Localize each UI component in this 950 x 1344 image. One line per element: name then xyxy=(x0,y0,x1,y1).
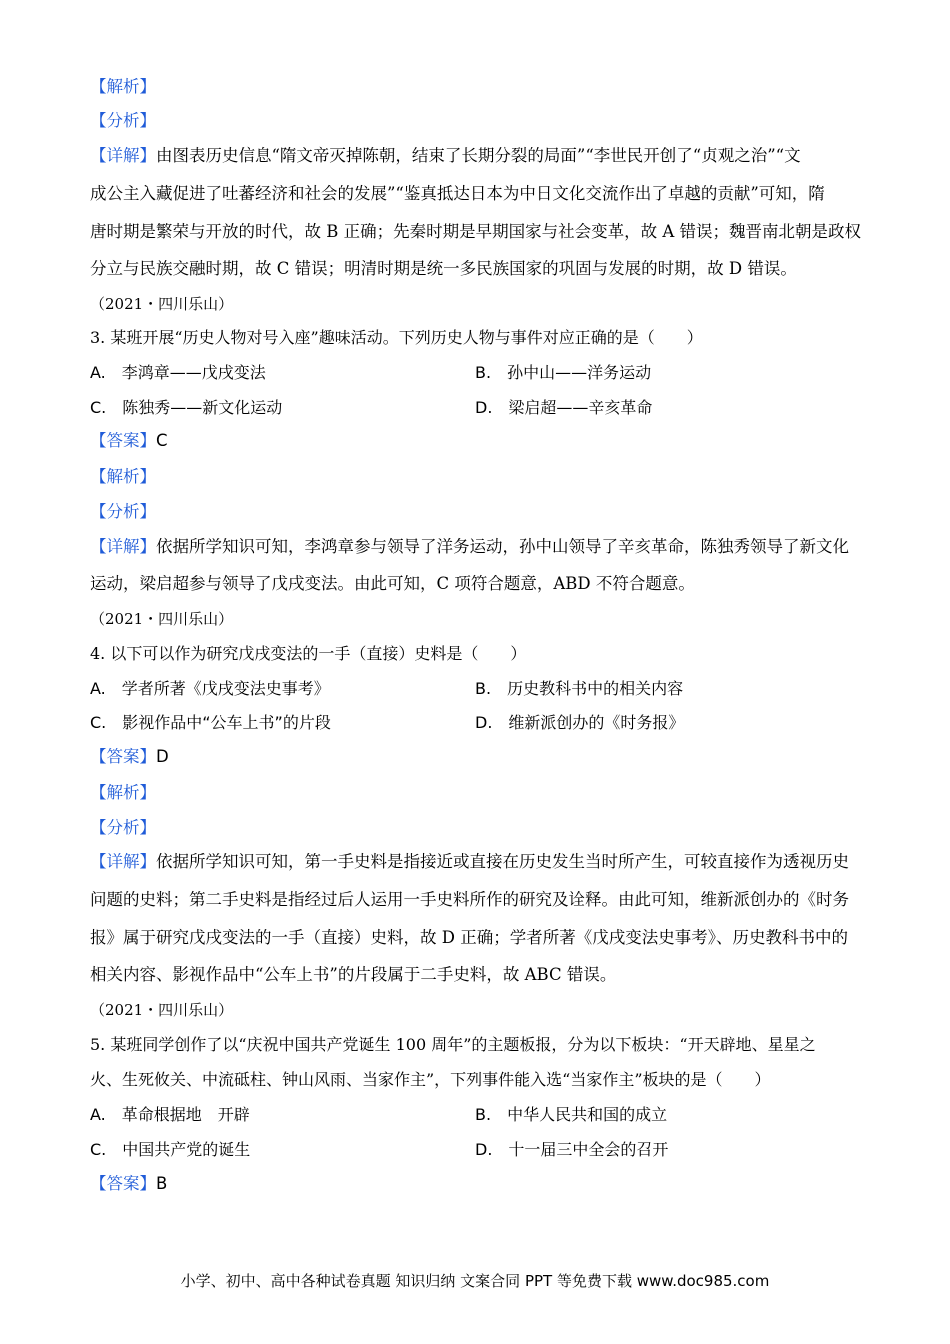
q3-detail-line-2: 运动，梁启超参与领导了戊戌变法。由此可知，C 项符合题意，ABD 不符合题意。 xyxy=(90,574,695,593)
q5-option-a: A. 革命根据地 开辟 xyxy=(90,1105,250,1124)
q3-source: （2021・四川乐山） xyxy=(90,295,234,313)
q2-detail-line-4: 分立与民族交融时期，故 C 错误；明清时期是统一多民族国家的巩固与发展的时期，故 D 错误。 xyxy=(90,259,797,278)
footer-site-link[interactable]: www.doc985.com xyxy=(636,1272,770,1290)
fenxi-tag: 【分析】 xyxy=(90,111,156,130)
page-footer xyxy=(0,1270,950,1291)
q4-option-d: D. 维新派创办的《时务报》 xyxy=(475,713,685,732)
q3-option-d: D. 梁启超——辛亥革命 xyxy=(475,398,653,417)
footer-text: 小学、初中、高中各种试卷真题 知识归纳 文案合同 PPT 等免费下载 xyxy=(180,1272,632,1290)
q2-detail-line-3: 唐时期是繁荣与开放的时代，故 B 正确；先秦时期是早期国家与社会变革，故 A 错误；魏晋南北朝是政权 xyxy=(90,222,862,241)
q4-source: （2021・四川乐山） xyxy=(90,610,234,628)
q2-detail-line-2: 成公主入藏促进了吐蕃经济和社会的发展”“鉴真抵达日本为中日文化交流作出了卓越的贡献”可知，隋 xyxy=(90,184,825,203)
q4-answer: 【答案】D xyxy=(90,747,169,766)
q5-title-line-2: 火、生死攸关、中流砥柱、钟山风雨、当家作主”，下列事件能入选“当家作主”板块的是（ ） xyxy=(90,1070,771,1089)
q5-option-d: D. 十一届三中全会的召开 xyxy=(475,1140,669,1159)
q4-option-b: B. 历史教科书中的相关内容 xyxy=(475,679,684,698)
q3-option-c: C. 陈独秀——新文化运动 xyxy=(90,398,283,417)
q4-title: 4. 以下可以作为研究戊戌变法的一手（直接）史料是（ ） xyxy=(90,644,527,663)
q3-title: 3. 某班开展“历史人物对号入座”趣味活动。下列历史人物与事件对应正确的是（ ） xyxy=(90,328,703,347)
q3-option-a: A. 李鸿章——戊戌变法 xyxy=(90,363,266,382)
q3-option-b: B. 孙中山——洋务运动 xyxy=(475,363,652,382)
q5-answer: 【答案】B xyxy=(90,1174,168,1193)
q5-source: （2021・四川乐山） xyxy=(90,1001,234,1019)
q5-option-c: C. 中国共产党的诞生 xyxy=(90,1140,251,1159)
q3-fenxi-tag: 【分析】 xyxy=(90,502,156,521)
q4-option-a: A. 学者所著《戊戌变法史事考》 xyxy=(90,679,330,698)
q3-answer: 【答案】C xyxy=(90,431,168,450)
q4-jiexi-tag: 【解析】 xyxy=(90,783,156,802)
q4-option-c: C. 影视作品中“公车上书”的片段 xyxy=(90,713,331,732)
q4-detail-line-4: 相关内容、影视作品中“公车上书”的片段属于二手史料，故 ABC 错误。 xyxy=(90,965,617,984)
q4-fenxi-tag: 【分析】 xyxy=(90,818,156,837)
q4-detail-line-1: 【详解】依据所学知识可知，第一手史料是指接近或直接在历史发生当时所产生，可较直接作为透视历史 xyxy=(90,852,849,871)
q5-title-line-1: 5. 某班同学创作了以“庆祝中国共产党诞生 100 周年”的主题板报，分为以下板块：“开天辟地、星星之 xyxy=(90,1035,816,1054)
q3-jiexi-tag: 【解析】 xyxy=(90,467,156,486)
q4-detail-line-3: 报》属于研究戊戌变法的一手（直接）史料，故 D 正确；学者所著《戊戌变法史事考》、历史教科书中的 xyxy=(90,928,848,947)
q5-option-b: B. 中华人民共和国的成立 xyxy=(475,1105,668,1124)
q3-detail-line-1: 【详解】依据所学知识可知，李鸿章参与领导了洋务运动，孙中山领导了辛亥革命，陈独秀领导了新文化 xyxy=(90,537,849,556)
xiangjie-tag: 【详解】 xyxy=(90,146,156,165)
jiexi-tag: 【解析】 xyxy=(90,77,156,96)
q4-detail-line-2: 问题的史料；第二手史料是指经过后人运用一手史料所作的研究及诠释。由此可知，维新派创办的《时务 xyxy=(90,890,849,909)
q2-detail-line-1: 【详解】由图表历史信息“隋文帝灭掉陈朝，结束了长期分裂的局面”“李世民开创了“贞观之治”“文 xyxy=(90,146,801,165)
